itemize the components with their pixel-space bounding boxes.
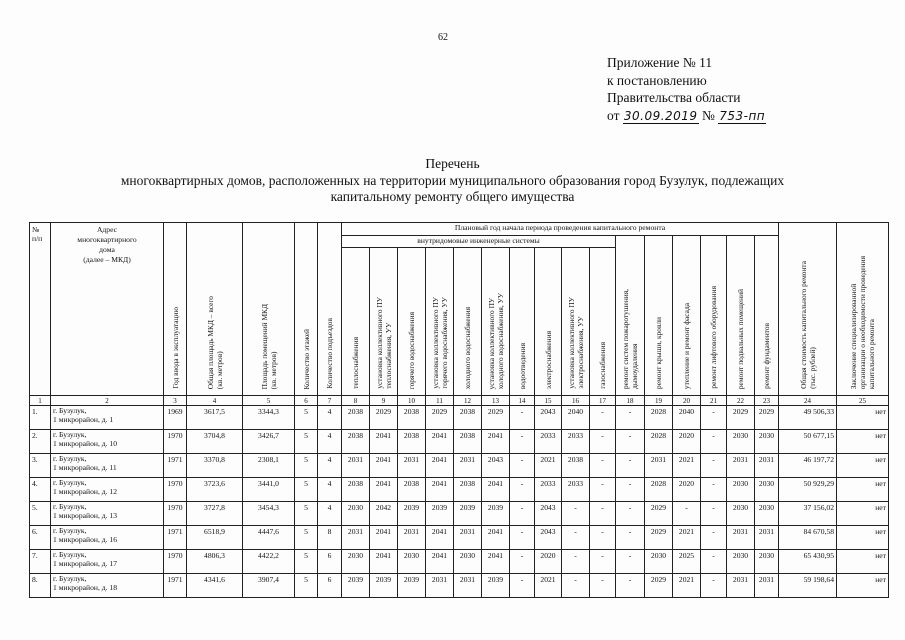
header-year: Год ввода в эксплуатацию (164, 223, 187, 396)
header-other-1: ремонт крыши, кровли (645, 236, 673, 396)
row-room-area: 3441,0 (243, 478, 295, 502)
row-address (51, 430, 164, 454)
row-plan-year: - (701, 454, 727, 478)
address-city: г. Бузулук, (53, 526, 87, 535)
row-plan-year: - (616, 526, 645, 550)
row-plan-year: - (590, 502, 616, 526)
row-plan-year: - (510, 406, 535, 430)
row-entrances: 6 (318, 550, 342, 574)
row-number: 4. (30, 478, 51, 502)
row-plan-year: 2031 (342, 526, 370, 550)
row-plan-year: 2028 (645, 406, 673, 430)
row-entrances: 4 (318, 454, 342, 478)
row-room-area: 4447,6 (243, 526, 295, 550)
row-entrances: 4 (318, 478, 342, 502)
header-systems: внутридомовые инженерные системы (342, 236, 616, 248)
row-conclusion: нет (837, 526, 889, 550)
row-total-area: 3723,6 (187, 478, 243, 502)
column-index: 25 (837, 396, 889, 406)
row-plan-year: 2038 (562, 454, 590, 478)
row-plan-year: 2038 (398, 406, 426, 430)
table-body (30, 396, 889, 598)
row-plan-year: 2043 (535, 502, 562, 526)
row-plan-year: 2038 (398, 430, 426, 454)
row-plan-year: - (510, 454, 535, 478)
header-other-4: ремонт подвальных помещений (727, 236, 755, 396)
row-plan-year: - (673, 502, 701, 526)
row-plan-year: - (701, 430, 727, 454)
row-plan-year: 2043 (535, 406, 562, 430)
header-sys-6: водоотведения (510, 248, 535, 396)
row-plan-year: 2031 (755, 526, 779, 550)
column-index: 20 (673, 396, 701, 406)
row-plan-year: - (562, 502, 590, 526)
row-floors: 5 (295, 478, 318, 502)
row-plan-year: 2031 (342, 454, 370, 478)
row-plan-year: - (510, 430, 535, 454)
column-index: 9 (370, 396, 398, 406)
row-plan-year: 2020 (535, 550, 562, 574)
header-sys-9: газоснабжения (590, 248, 616, 396)
row-plan-year: - (616, 454, 645, 478)
row-plan-year: 2028 (645, 478, 673, 502)
row-plan-year: 2043 (535, 526, 562, 550)
header-sys-8: установка коллективного ПУ электроснабжения, УУ (562, 248, 590, 396)
row-conclusion: нет (837, 454, 889, 478)
row-plan-year: 2030 (727, 550, 755, 574)
row-conclusion: нет (837, 574, 889, 598)
row-plan-year: - (701, 574, 727, 598)
row-plan-year: 2030 (454, 550, 482, 574)
row-plan-year: 2041 (370, 430, 398, 454)
row-entrances: 4 (318, 406, 342, 430)
row-plan-year: 2041 (426, 478, 454, 502)
column-index: 4 (187, 396, 243, 406)
row-plan-year: 2041 (482, 478, 510, 502)
row-plan-year: 2031 (727, 574, 755, 598)
row-room-area: 3907,4 (243, 574, 295, 598)
column-index: 10 (398, 396, 426, 406)
row-entrances: 6 (318, 574, 342, 598)
row-plan-year: 2041 (370, 550, 398, 574)
row-plan-year: - (510, 526, 535, 550)
row-room-area: 4422,2 (243, 550, 295, 574)
row-floors: 5 (295, 574, 318, 598)
row-number: 3. (30, 454, 51, 478)
row-plan-year: 2031 (755, 574, 779, 598)
row-plan-year: - (510, 550, 535, 574)
column-index: 11 (426, 396, 454, 406)
row-plan-year: 2028 (645, 430, 673, 454)
row-cost: 49 506,33 (779, 406, 837, 430)
row-plan-year: - (590, 526, 616, 550)
row-plan-year: - (616, 574, 645, 598)
row-floors: 5 (295, 406, 318, 430)
row-cost: 59 198,64 (779, 574, 837, 598)
row-plan-year: 2031 (645, 454, 673, 478)
row-entrances: 8 (318, 526, 342, 550)
row-plan-year: - (590, 574, 616, 598)
row-plan-year: - (616, 406, 645, 430)
row-year: 1970 (164, 550, 187, 574)
row-plan-year: 2031 (398, 526, 426, 550)
row-plan-year: 2029 (370, 406, 398, 430)
row-cost: 65 430,95 (779, 550, 837, 574)
row-plan-year: 2043 (482, 454, 510, 478)
row-plan-year: 2030 (727, 430, 755, 454)
row-plan-year: 2031 (454, 454, 482, 478)
row-total-area: 3617,5 (187, 406, 243, 430)
address-street: 1 микрорайон, д. 11 (53, 462, 117, 472)
row-address (51, 454, 164, 478)
row-plan-year: 2020 (673, 478, 701, 502)
row-total-area: 3370,8 (187, 454, 243, 478)
row-plan-year: 2021 (673, 574, 701, 598)
row-conclusion: нет (837, 406, 889, 430)
appendix-line3: Правительства области (607, 90, 741, 105)
column-index: 16 (562, 396, 590, 406)
header-address: Адрес многоквартирного дома (далее – МКД) (51, 223, 164, 396)
row-year: 1971 (164, 454, 187, 478)
row-year: 1971 (164, 526, 187, 550)
row-plan-year: 2025 (673, 550, 701, 574)
row-address (51, 478, 164, 502)
row-number: 7. (30, 550, 51, 574)
row-plan-year: 2021 (673, 526, 701, 550)
row-plan-year: 2030 (342, 550, 370, 574)
row-total-area: 6518,9 (187, 526, 243, 550)
appendix-block (607, 54, 766, 125)
header-room-area: Площадь помещений МКД (кв. метров) (243, 223, 295, 396)
row-plan-year: - (590, 406, 616, 430)
header-sys-5: установка коллективного ПУ холодного водоснабжения, УУ (482, 248, 510, 396)
row-conclusion: нет (837, 502, 889, 526)
row-plan-year: - (510, 574, 535, 598)
appendix-line2: к постановлению (607, 72, 707, 88)
row-plan-year: 2033 (535, 430, 562, 454)
row-plan-year: 2038 (342, 478, 370, 502)
row-cost: 84 670,58 (779, 526, 837, 550)
row-cost: 50 929,29 (779, 478, 837, 502)
table-row (30, 574, 889, 598)
header-sys-4: холодного водоснабжения (454, 248, 482, 396)
row-floors: 5 (295, 430, 318, 454)
header-other-2: утепление и ремонт фасада (673, 236, 701, 396)
row-plan-year: - (701, 550, 727, 574)
row-room-area: 3454,3 (243, 502, 295, 526)
row-plan-year: 2041 (426, 454, 454, 478)
row-year: 1971 (164, 574, 187, 598)
row-plan-year: 2040 (562, 406, 590, 430)
row-plan-year: 2029 (482, 406, 510, 430)
address-city: г. Бузулук, (53, 454, 87, 463)
row-plan-year: 2031 (454, 526, 482, 550)
header-total-area: Общая площадь МКД – всего (кв. метров) (187, 223, 243, 396)
row-entrances: 4 (318, 430, 342, 454)
header-sys-3: установка коллективного ПУ горячего водоснабжения, УУ (426, 248, 454, 396)
number-prefix: № (701, 107, 715, 123)
address-street: 1 микрорайон, д. 13 (53, 510, 117, 520)
row-plan-year: 2029 (727, 406, 755, 430)
row-plan-year: 2031 (755, 454, 779, 478)
row-cost: 46 197,72 (779, 454, 837, 478)
row-plan-year: - (701, 406, 727, 430)
row-plan-year: 2029 (426, 406, 454, 430)
row-plan-year: 2033 (562, 430, 590, 454)
row-plan-year: 2030 (755, 430, 779, 454)
row-plan-year: 2038 (454, 430, 482, 454)
address-street: 1 микрорайон, д. 18 (53, 582, 117, 592)
row-plan-year: 2030 (398, 550, 426, 574)
column-index: 19 (645, 396, 673, 406)
row-plan-year: 2038 (454, 406, 482, 430)
row-plan-year: 2029 (645, 574, 673, 598)
row-room-area: 2308,1 (243, 454, 295, 478)
row-conclusion: нет (837, 550, 889, 574)
column-index: 22 (727, 396, 755, 406)
address-city: г. Бузулук, (53, 550, 87, 559)
row-total-area: 4806,3 (187, 550, 243, 574)
row-year: 1970 (164, 430, 187, 454)
row-conclusion: нет (837, 430, 889, 454)
row-plan-year: - (562, 526, 590, 550)
header-sys-7: электроснабжения (535, 248, 562, 396)
row-floors: 5 (295, 526, 318, 550)
row-room-area: 3344,3 (243, 406, 295, 430)
header-floors: Количество этажей (295, 223, 318, 396)
column-index: 3 (164, 396, 187, 406)
row-address (51, 574, 164, 598)
row-plan-year: 2030 (755, 478, 779, 502)
column-index: 23 (755, 396, 779, 406)
row-total-area: 3704,8 (187, 430, 243, 454)
address-city: г. Бузулук, (53, 430, 87, 439)
address-street: 1 микрорайон, д. 16 (53, 534, 117, 544)
header-cost: Общая стоимость капитального ремонта (тыс. рублей) (779, 223, 837, 396)
header-number: № п/п (30, 223, 51, 396)
row-floors: 5 (295, 454, 318, 478)
page-number: 62 (438, 32, 448, 43)
row-plan-year: 2041 (426, 430, 454, 454)
column-index: 7 (318, 396, 342, 406)
row-plan-year: - (616, 502, 645, 526)
address-city: г. Бузулук, (53, 574, 87, 583)
row-plan-year: 2041 (426, 550, 454, 574)
row-plan-year: 2030 (755, 550, 779, 574)
row-plan-year: 2039 (398, 502, 426, 526)
row-plan-year: 2029 (645, 526, 673, 550)
header-other-0: ремонт систем пожаротушения, дымоудаления (616, 236, 645, 396)
row-number: 8. (30, 574, 51, 598)
row-plan-year: 2039 (482, 502, 510, 526)
row-total-area: 3727,8 (187, 502, 243, 526)
row-entrances: 4 (318, 502, 342, 526)
appendix-line1: Приложение № 11 (607, 55, 713, 70)
address-city: г. Бузулук, (53, 406, 87, 415)
row-plan-year: 2033 (562, 478, 590, 502)
table-row (30, 454, 889, 478)
row-number: 6. (30, 526, 51, 550)
table-row (30, 502, 889, 526)
row-plan-year: 2039 (370, 574, 398, 598)
header-sys-2: горячего водоснабжения (398, 248, 426, 396)
row-plan-year: 2031 (727, 454, 755, 478)
row-plan-year: - (590, 454, 616, 478)
address-street: 1 микрорайон, д. 17 (53, 558, 117, 568)
row-number: 1. (30, 406, 51, 430)
row-plan-year: - (510, 478, 535, 502)
row-plan-year: - (701, 502, 727, 526)
address-street: 1 микрорайон, д. 12 (53, 486, 117, 496)
row-number: 5. (30, 502, 51, 526)
table-row (30, 430, 889, 454)
row-plan-year: 2020 (673, 430, 701, 454)
row-plan-year: 2041 (482, 550, 510, 574)
row-plan-year: - (562, 550, 590, 574)
title-line3: капитальному ремонту общего имущества (330, 189, 575, 204)
address-street: 1 микрорайон, д. 1 (53, 414, 114, 424)
column-index: 17 (590, 396, 616, 406)
row-plan-year: 2033 (535, 478, 562, 502)
table-row (30, 406, 889, 430)
column-index: 24 (779, 396, 837, 406)
row-plan-year: 2030 (727, 502, 755, 526)
row-total-area: 4341,6 (187, 574, 243, 598)
row-floors: 5 (295, 550, 318, 574)
title-line2: многоквартирных домов, расположенных на территории муниципального образования город Бузулук, подлежащих (120, 172, 785, 188)
row-plan-year: 2029 (645, 502, 673, 526)
table-row (30, 526, 889, 550)
title-line1: Перечень (425, 156, 480, 171)
row-year: 1970 (164, 502, 187, 526)
row-plan-year: - (590, 430, 616, 454)
row-plan-year: 2031 (727, 526, 755, 550)
row-cost: 37 156,02 (779, 502, 837, 526)
column-index: 1 (30, 396, 51, 406)
address-street: 1 микрорайон, д. 10 (53, 438, 117, 448)
row-plan-year: - (590, 550, 616, 574)
row-plan-year: 2041 (370, 454, 398, 478)
row-plan-year: 2039 (426, 502, 454, 526)
buildings-table (29, 222, 889, 598)
row-plan-year: 2041 (370, 526, 398, 550)
row-address (51, 502, 164, 526)
row-plan-year: 2039 (342, 574, 370, 598)
header-other-3: ремонт лифтового оборудования (701, 236, 727, 396)
header-other-5: ремонт фундаментов (755, 236, 779, 396)
row-plan-year: 2039 (454, 502, 482, 526)
address-city: г. Бузулук, (53, 478, 87, 487)
row-year: 1970 (164, 478, 187, 502)
row-plan-year: 2030 (755, 502, 779, 526)
row-plan-year: 2031 (426, 574, 454, 598)
table-row (30, 550, 889, 574)
row-plan-year: 2021 (535, 574, 562, 598)
row-plan-year: 2038 (454, 478, 482, 502)
row-plan-year: 2029 (755, 406, 779, 430)
column-index: 8 (342, 396, 370, 406)
row-plan-year: 2041 (426, 526, 454, 550)
row-plan-year: 2038 (342, 430, 370, 454)
table-row (30, 478, 889, 502)
row-number: 2. (30, 430, 51, 454)
column-index: 14 (510, 396, 535, 406)
row-room-area: 3426,7 (243, 430, 295, 454)
row-plan-year: 2042 (370, 502, 398, 526)
column-index: 18 (616, 396, 645, 406)
row-plan-year: 2038 (342, 406, 370, 430)
column-index-row (30, 396, 889, 406)
row-plan-year: 2031 (454, 574, 482, 598)
row-plan-year: - (616, 430, 645, 454)
row-plan-year: - (590, 478, 616, 502)
row-address (51, 550, 164, 574)
row-plan-year: 2041 (370, 478, 398, 502)
appendix-line4 (607, 107, 766, 126)
decree-number: 753-пп (719, 108, 766, 123)
column-index: 6 (295, 396, 318, 406)
row-plan-year: 2021 (673, 454, 701, 478)
address-city: г. Бузулук, (53, 502, 87, 511)
document-title (0, 156, 905, 206)
row-plan-year: 2038 (398, 478, 426, 502)
row-plan-year: - (510, 502, 535, 526)
row-plan-year: 2040 (673, 406, 701, 430)
row-plan-year: 2030 (645, 550, 673, 574)
row-plan-year: 2031 (398, 454, 426, 478)
row-year: 1969 (164, 406, 187, 430)
header-conclusion: Заключение специализированной организации о необходимости проведения капитального ремонта (837, 223, 889, 396)
date-prefix: от (607, 107, 620, 123)
header-plan: Плановый год начала периода проведения капитального ремонта (342, 223, 779, 236)
column-index: 2 (51, 396, 164, 406)
row-plan-year: - (701, 478, 727, 502)
row-plan-year: 2041 (482, 430, 510, 454)
row-plan-year: 2039 (398, 574, 426, 598)
column-index: 15 (535, 396, 562, 406)
decree-date: 30.09.2019 (623, 108, 698, 123)
column-index: 21 (701, 396, 727, 406)
row-cost: 50 677,15 (779, 430, 837, 454)
row-plan-year: 2030 (342, 502, 370, 526)
header-entrances: Количество подъездов (318, 223, 342, 396)
column-index: 13 (482, 396, 510, 406)
row-plan-year: 2030 (727, 478, 755, 502)
row-plan-year: 2041 (482, 526, 510, 550)
header-sys-0: теплоснабжения (342, 248, 370, 396)
row-plan-year: - (616, 478, 645, 502)
column-index: 12 (454, 396, 482, 406)
row-floors: 5 (295, 502, 318, 526)
header-sys-1: установка коллективного ПУ теплоснабжения, УУ (370, 248, 398, 396)
row-plan-year: - (616, 550, 645, 574)
row-plan-year: 2039 (482, 574, 510, 598)
row-plan-year: - (701, 526, 727, 550)
column-index: 5 (243, 396, 295, 406)
row-plan-year: - (562, 574, 590, 598)
row-plan-year: 2021 (535, 454, 562, 478)
row-conclusion: нет (837, 478, 889, 502)
row-address (51, 526, 164, 550)
row-address (51, 406, 164, 430)
